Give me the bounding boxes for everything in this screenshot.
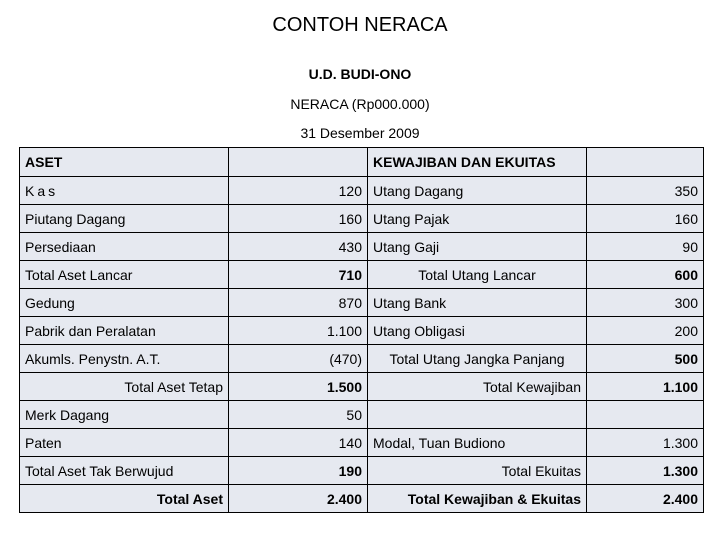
- row-label-right: Modal, Tuan Budiono: [368, 429, 587, 457]
- row-value-left: 140: [229, 429, 368, 457]
- row-label-left: Gedung: [20, 289, 229, 317]
- report-date: 31 Desember 2009: [300, 125, 420, 141]
- row-value-left: 710: [229, 261, 368, 289]
- table-row: [20, 261, 704, 289]
- row-value-right: 160: [587, 205, 704, 233]
- row-label-right: Utang Pajak: [368, 205, 587, 233]
- row-value-right: 300: [587, 289, 704, 317]
- table-header-row: [20, 148, 704, 177]
- row-label-right: Total Ekuitas: [368, 457, 587, 485]
- header-assets-amount: [229, 148, 368, 177]
- row-label-left: Total Aset: [20, 485, 229, 513]
- header-liabilities-equity: KEWAJIBAN DAN EKUITAS: [368, 148, 587, 177]
- row-value-left: 190: [229, 457, 368, 485]
- row-value-right: 200: [587, 317, 704, 345]
- row-value-right: 1.300: [587, 457, 704, 485]
- header-liabilities-amount: [587, 148, 704, 177]
- row-label-right: Utang Obligasi: [368, 317, 587, 345]
- report-name: NERACA (Rp000.000): [290, 96, 430, 112]
- row-value-left: (470): [229, 345, 368, 373]
- row-value-right: 1.300: [587, 429, 704, 457]
- row-label-right: Utang Dagang: [368, 177, 587, 205]
- row-label-right: Utang Bank: [368, 289, 587, 317]
- row-value-right: [587, 401, 704, 429]
- row-label-left: Persediaan: [20, 233, 229, 261]
- table-row: [20, 177, 704, 205]
- table-row: [20, 233, 704, 261]
- row-label-right: Total Utang Jangka Panjang: [368, 345, 587, 373]
- table-row: [20, 317, 704, 345]
- company-name: U.D. BUDI-ONO: [308, 66, 412, 82]
- row-label-left: Kas: [20, 177, 229, 205]
- row-value-left: 120: [229, 177, 368, 205]
- table-row: [20, 429, 704, 457]
- row-value-left: 1.500: [229, 373, 368, 401]
- table-row: [20, 457, 704, 485]
- table-row: [20, 401, 704, 429]
- row-label-left: Merk Dagang: [20, 401, 229, 429]
- table-row: [20, 485, 704, 513]
- table-row: [20, 205, 704, 233]
- table-row: [20, 373, 704, 401]
- row-label-left: Total Aset Tak Berwujud: [20, 457, 229, 485]
- row-value-left: 1.100: [229, 317, 368, 345]
- row-label-right: Total Utang Lancar: [368, 261, 587, 289]
- row-value-right: 90: [587, 233, 704, 261]
- row-value-left: 430: [229, 233, 368, 261]
- row-value-right: 600: [587, 261, 704, 289]
- page-title: CONTOH NERACA: [272, 14, 448, 36]
- row-value-right: 500: [587, 345, 704, 373]
- row-label-left: Piutang Dagang: [20, 205, 229, 233]
- row-value-left: 50: [229, 401, 368, 429]
- row-label-left: Total Aset Lancar: [20, 261, 229, 289]
- row-value-left: 160: [229, 205, 368, 233]
- row-value-left: 870: [229, 289, 368, 317]
- row-label-left: Total Aset Tetap: [20, 373, 229, 401]
- row-label-right: Total Kewajiban & Ekuitas: [368, 485, 587, 513]
- balance-sheet-table: [19, 147, 704, 513]
- row-value-left: 2.400: [229, 485, 368, 513]
- row-label-left: Akumls. Penystn. A.T.: [20, 345, 229, 373]
- row-label-right: [368, 401, 587, 429]
- table-row: [20, 289, 704, 317]
- row-label-left: Pabrik dan Peralatan: [20, 317, 229, 345]
- table-row: [20, 345, 704, 373]
- row-value-right: 350: [587, 177, 704, 205]
- row-label-right: Utang Gaji: [368, 233, 587, 261]
- header-assets: ASET: [20, 148, 229, 177]
- row-label-left: Paten: [20, 429, 229, 457]
- row-value-right: 2.400: [587, 485, 704, 513]
- row-label-right: Total Kewajiban: [368, 373, 587, 401]
- row-value-right: 1.100: [587, 373, 704, 401]
